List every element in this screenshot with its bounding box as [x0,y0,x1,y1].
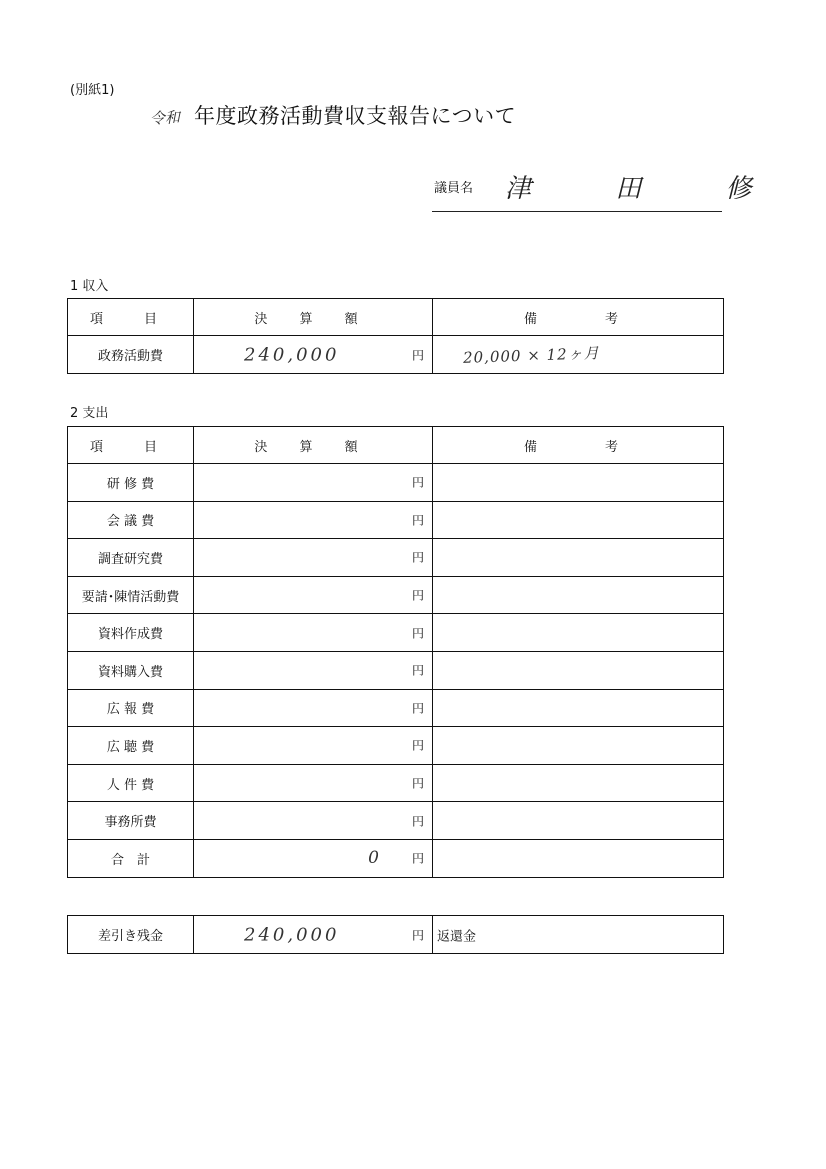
income-row [68,336,724,374]
balance-amount-cell [194,916,433,954]
expenditure-amount-cell [194,464,433,502]
expenditure-item: 要請･陳情活動費 [68,576,194,614]
yen-label: 円 [411,738,424,753]
expenditure-row [68,614,724,652]
member-label: 議員名 [434,181,474,196]
expenditure-row [68,501,724,539]
expenditure-amount-cell [194,764,433,802]
income-table [67,298,724,374]
expenditure-amount-cell [194,539,433,577]
expenditure-remarks-cell [433,764,724,802]
expenditure-remarks-cell [433,689,724,727]
member-underline [432,211,722,212]
expenditure-table [67,426,724,878]
expenditure-remarks-cell [433,501,724,539]
expenditure-row [68,464,724,502]
yen-label: 円 [411,776,424,791]
yen-label: 円 [411,513,424,528]
expenditure-amount-cell [194,839,433,877]
expenditure-item: 資料作成費 [68,614,194,652]
income-header-amount: 決 算 額 [194,299,433,336]
expenditure-row [68,802,724,840]
expenditure-row [68,576,724,614]
expenditure-remarks-cell [433,727,724,765]
expenditure-item: 資料購入費 [68,651,194,689]
expenditure-row [68,839,724,877]
expenditure-remarks-cell [433,802,724,840]
expenditure-header-item: 項 目 [68,427,194,464]
expenditure-section-title: 2 支出 [70,406,109,421]
expenditure-amount-cell [194,651,433,689]
yen-label: 円 [411,928,424,942]
expenditure-amount-cell [194,501,433,539]
yen-label: 円 [411,348,424,362]
expenditure-item: 広 報 費 [68,689,194,727]
balance-row [68,916,724,954]
expenditure-row [68,689,724,727]
expenditure-amount-cell [194,802,433,840]
expenditure-amount-cell [194,689,433,727]
expenditure-remarks-cell [433,839,724,877]
expenditure-item: 調査研究費 [68,539,194,577]
expenditure-item: 会 議 費 [68,501,194,539]
expenditure-item: 合 計 [68,839,194,877]
expenditure-header-remarks: 備 考 [433,427,724,464]
expenditure-row [68,651,724,689]
title-block [150,100,516,130]
yen-label: 円 [411,663,424,678]
expenditure-row [68,727,724,765]
yen-label: 円 [411,475,424,490]
expenditure-row [68,764,724,802]
balance-remarks-cell [433,916,724,954]
expenditure-remarks-cell [433,614,724,652]
balance-amount-handwritten: 240,000 [244,924,340,945]
expenditure-remarks-cell [433,464,724,502]
expenditure-remarks-cell [433,576,724,614]
member-name-handwritten: 津 田 修 [505,174,790,204]
expenditure-amount-cell [194,576,433,614]
balance-table [67,915,724,954]
expenditure-row [68,539,724,577]
expenditure-header-row [68,427,724,464]
income-header-row [68,299,724,336]
balance-label: 差引き残金 [68,916,194,954]
income-remarks-handwritten: 20,000 × 12ヶ月 [462,343,600,367]
expenditure-header-amount: 決 算 額 [194,427,433,464]
balance-remarks: 返還金 [437,929,477,944]
yen-label: 円 [411,588,424,603]
income-header-remarks: 備 考 [433,299,724,336]
era-handwritten: 令和 [149,108,181,128]
income-section-title: 1 収入 [70,279,109,294]
yen-label: 円 [411,701,424,716]
expenditure-item: 事務所費 [68,802,194,840]
expenditure-item: 研 修 費 [68,464,194,502]
expenditure-amount: 0 [368,848,382,869]
yen-label: 円 [411,851,424,866]
expenditure-item: 広 聴 費 [68,727,194,765]
income-amount-cell [194,336,433,374]
expenditure-item: 人 件 費 [68,764,194,802]
yen-label: 円 [411,626,424,641]
income-amount-handwritten: 240,000 [244,344,340,365]
expenditure-amount-cell [194,727,433,765]
yen-label: 円 [411,550,424,565]
income-remarks-cell [433,336,724,374]
income-item: 政務活動費 [68,336,194,374]
expenditure-remarks-cell [433,539,724,577]
income-header-item: 項 目 [68,299,194,336]
expenditure-remarks-cell [433,651,724,689]
page-title: 年度政務活動費収支報告について [194,104,517,128]
expenditure-amount-cell [194,614,433,652]
yen-label: 円 [411,814,424,829]
attachment-label: (別紙1) [70,83,115,98]
